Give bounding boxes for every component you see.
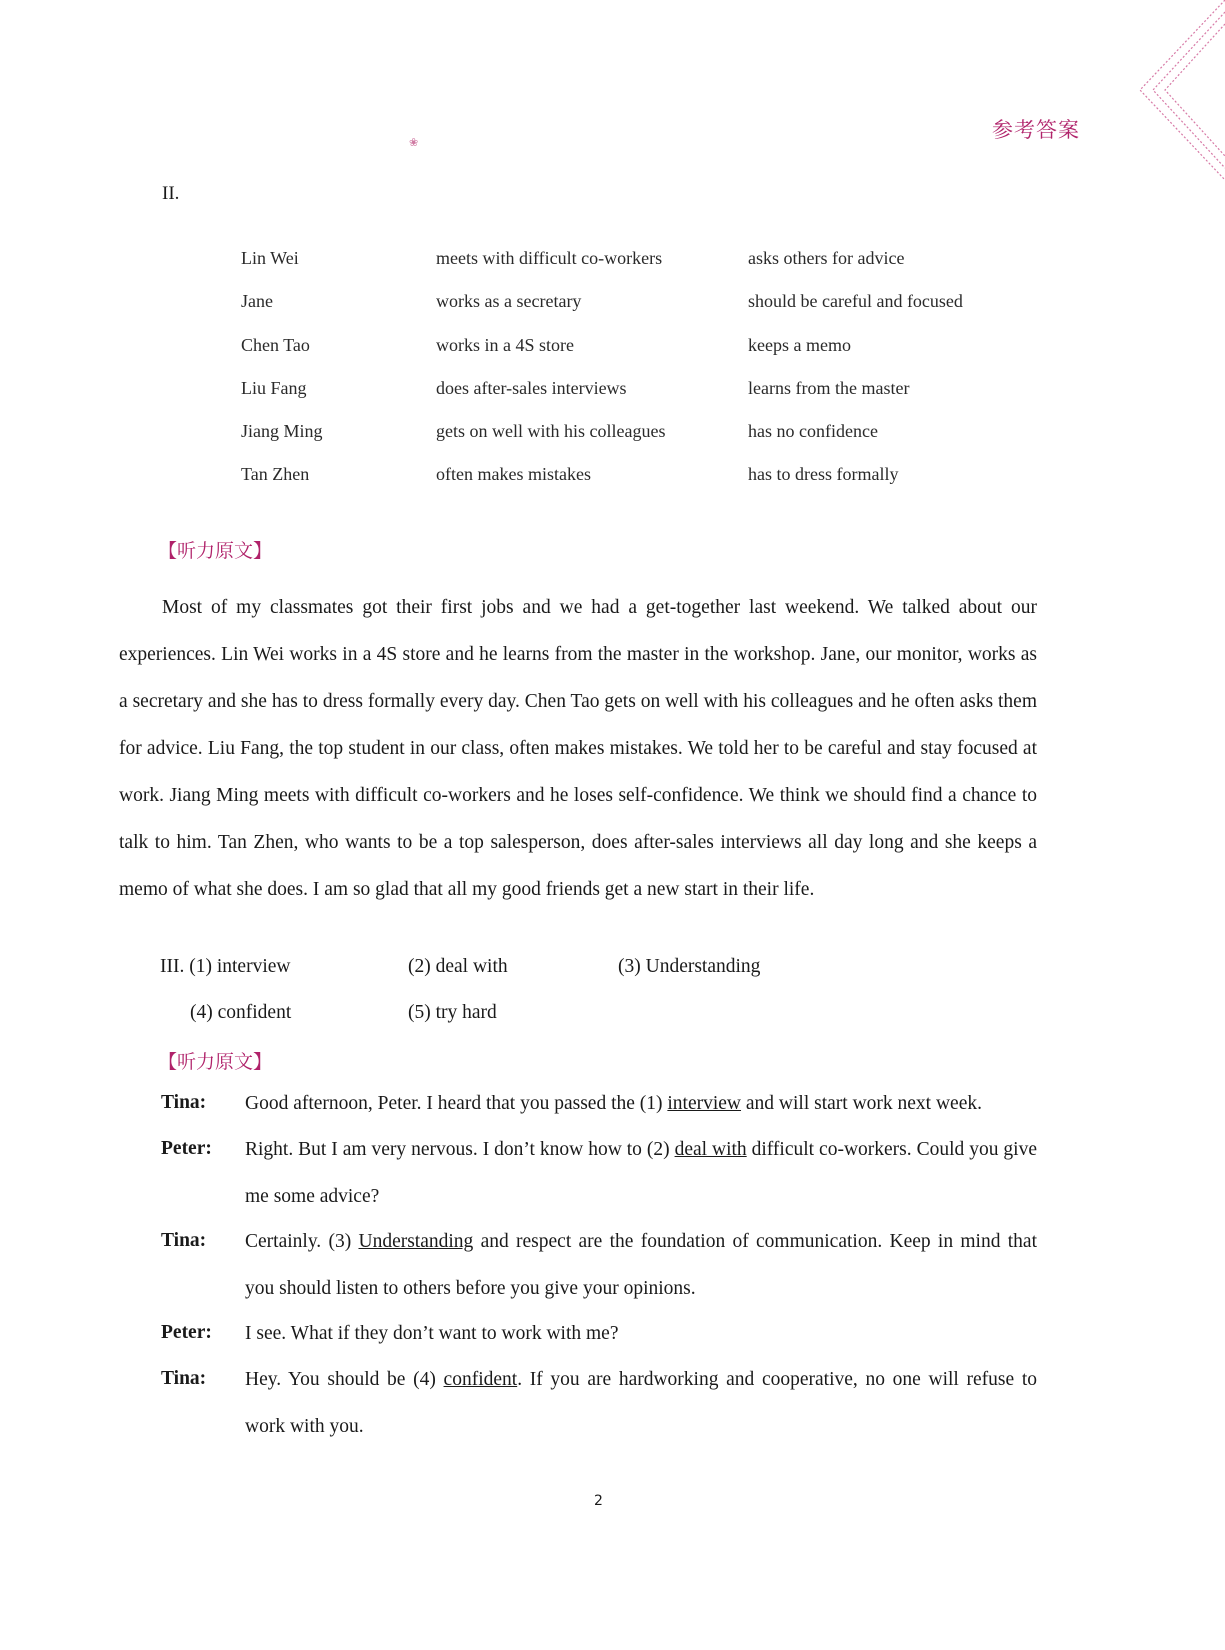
answer-5: (5) try hard — [408, 1002, 497, 1023]
dialogue-line — [245, 1356, 1037, 1450]
header-label: 参考答案 — [992, 118, 1080, 142]
speech-text: . If you are hardworking and cooperative, no one will refuse to work with you. — [245, 1369, 1037, 1437]
job-item: meets with difficult co-workers — [436, 248, 663, 268]
name-item: Liu Fang — [241, 377, 307, 398]
job-item: does after-sales interviews — [436, 377, 627, 398]
transcript-heading-ii: 【听力原文】 — [158, 540, 273, 562]
name-item: Tan Zhen — [241, 464, 310, 485]
section-number-ii: II. — [162, 183, 180, 204]
speech-text: Certainly. (3) — [245, 1231, 359, 1252]
corner-decoration — [1105, 0, 1225, 190]
name-item: Lin Wei — [241, 248, 299, 268]
transcript-heading-iii: 【听力原文】 — [158, 1051, 273, 1073]
speech-text: difficult co-workers. Could you give me some advice? — [245, 1139, 1037, 1207]
job-item: works in a 4S store — [436, 334, 574, 355]
jobs-column — [436, 248, 665, 508]
advice-item: should be careful and focused — [748, 291, 963, 312]
advice-item: learns from the master — [748, 377, 910, 398]
advice-column — [748, 248, 963, 508]
dialogue-line — [245, 1080, 1037, 1127]
answer-underline: interview — [667, 1093, 742, 1114]
speech-text: Right. But I am very nervous. I don’t know how to (2) — [245, 1139, 675, 1160]
advice-item: has no confidence — [748, 421, 878, 442]
answer-4: (4) confident — [190, 1002, 292, 1023]
speaker-label: Tina: — [161, 1092, 207, 1113]
speaker-label: Tina: — [161, 1368, 207, 1389]
advice-item: has to dress formally — [748, 464, 899, 485]
speaker-label: Peter: — [161, 1322, 212, 1343]
names-column — [241, 248, 323, 508]
page-number: 2 — [594, 1493, 603, 1509]
answer-underline: Understanding — [358, 1231, 474, 1252]
decorative-dot: ❀ — [409, 137, 419, 149]
answer-underline: deal with — [674, 1139, 747, 1160]
job-item: works as a secretary — [436, 291, 582, 312]
job-item: gets on well with his colleagues — [436, 421, 666, 442]
dialogue-line — [245, 1310, 1037, 1357]
speech-text: I see. What if they don’t want to work with me? — [245, 1323, 619, 1344]
advice-item: keeps a memo — [748, 334, 851, 355]
name-item: Jane — [241, 291, 273, 312]
answer-3: (3) Understanding — [618, 956, 761, 977]
answer-underline: confident — [443, 1369, 518, 1390]
speech-text: Good afternoon, Peter. I heard that you passed the (1) — [245, 1093, 668, 1114]
answer-2: (2) deal with — [408, 956, 508, 977]
dialogue-line — [245, 1218, 1037, 1312]
speaker-label: Peter: — [161, 1138, 212, 1159]
name-item: Chen Tao — [241, 334, 310, 355]
speech-text: and will start work next week. — [741, 1093, 982, 1114]
speech-text: and respect are the foundation of communication. Keep in mind that you should listen to others before you give your opinions. — [245, 1231, 1037, 1299]
advice-item: asks others for advice — [748, 248, 905, 268]
name-item: Jiang Ming — [241, 421, 323, 442]
speech-text: Hey. You should be (4) — [245, 1369, 444, 1390]
job-item: often makes mistakes — [436, 464, 591, 485]
transcript-paragraph: Most of my classmates got their first jobs and we had a get-together last weekend. We talked about our experiences. Lin Wei works in a 4S store and he learns from the master in the workshop. Jane, our monitor, works as a secretary and she has to dress formally every day. Chen Tao gets on well with his colleagues and he often asks them for advice. Liu Fang, the top student in our class, often makes mistakes. We told her to be careful and stay focused at work. Jiang Ming meets with difficult co-workers and he loses self-confidence. We think we should find a chance to talk to him. Tan Zhen, who wants to be a top salesperson, does after-sales interviews all day long and she keeps a memo of what she does. I am so glad that all my good friends get a new start in their life. — [119, 597, 1037, 900]
answer-1: III. (1) interview — [160, 956, 291, 977]
speaker-label: Tina: — [161, 1230, 207, 1251]
dialogue-line — [245, 1126, 1037, 1220]
